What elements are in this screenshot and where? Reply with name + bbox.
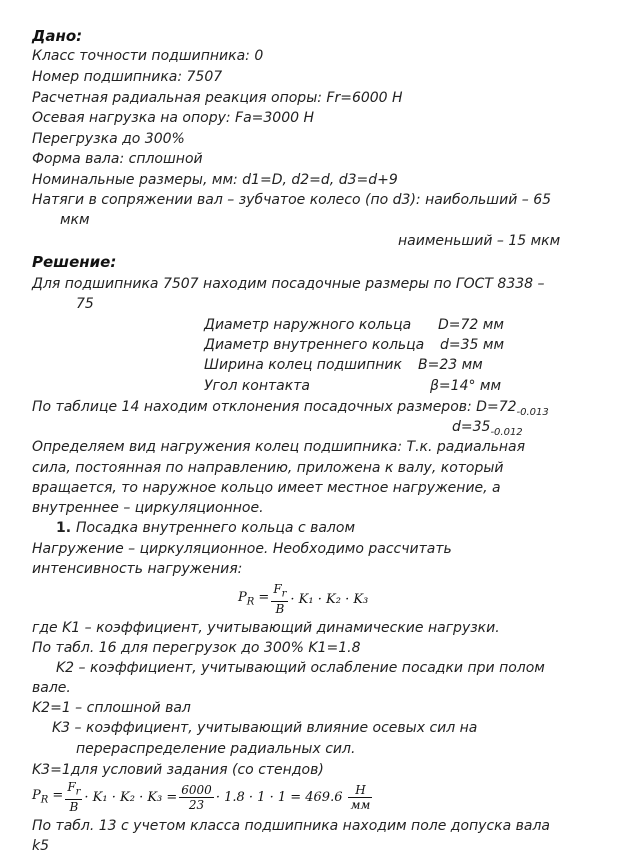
load-line1: Нагружение – циркуляционное. Необходимо рассчитать xyxy=(32,541,452,557)
dim-value-outer: D=72 мм xyxy=(438,317,504,333)
formula-intensity-computed xyxy=(32,780,374,814)
overload: Перегрузка до 300% xyxy=(32,131,185,147)
k2-desc-line1: K2 – коэффициент, учитывающий ослабление посадки при полом xyxy=(56,660,545,676)
dim-value-angle: β=14° мм xyxy=(430,378,502,394)
nominal-sizes: Номинальные размеры, мм: d1=D, d2=d, d3=d+9 xyxy=(32,172,398,188)
formula1-lhs: $P_R$ = xyxy=(238,590,270,608)
deviations-text: По таблице 14 находим отклонения посадочных размеров: D=72 xyxy=(32,399,517,415)
dim-value-inner: d=35 мм xyxy=(440,337,505,353)
load-type-line1: Определяем вид нагружения колец подшипника: Т.к. радиальная xyxy=(32,439,526,455)
dim-label-width: Ширина колец подшипник xyxy=(204,357,402,373)
formula-intensity xyxy=(238,582,368,616)
formula2-fraction1: $\frac{F_r}{B}$ xyxy=(67,780,81,815)
section1-title: Посадка внутреннего кольца с валом xyxy=(76,520,356,536)
formula2-mult: · 1.8 · 1 · 1 = 469.6 xyxy=(215,789,343,805)
final-line1: По табл. 13 с учетом класса подшипника находим поле допуска вала xyxy=(32,818,551,834)
k3-desc-line2: перераспределение радиальных сил. xyxy=(76,741,356,757)
interference-line1: Натяги в сопряжении вал – зубчатое колесо (по d3): наибольший – 65 xyxy=(32,192,552,208)
section1-num: 1. xyxy=(56,520,72,536)
shaft-form: Форма вала: сплошной xyxy=(32,151,203,167)
load-type-line3: вращается, то наружное кольцо имеет местное нагружение, а xyxy=(32,480,501,496)
k1-desc: где K1 – коэффициент, учитывающий динамические нагрузки. xyxy=(32,620,500,636)
dim-label-angle: Угол контакта xyxy=(204,378,310,394)
deviations-line xyxy=(32,399,549,421)
load-type-line2: сила, постоянная по направлению, приложена к валу, который xyxy=(32,460,504,476)
solution-heading: Решение: xyxy=(32,253,117,271)
dim-value-width: B=23 мм xyxy=(418,357,483,373)
load-line2: интенсивность нагружения: xyxy=(32,561,243,577)
formula1-fraction: $\frac{F_r}{B}$ xyxy=(273,582,287,617)
intro-line1: Для подшипника 7507 находим посадочные размеры по ГОСТ 8338 – xyxy=(32,276,545,292)
k1-value: По табл. 16 для перегрузок до 300% K1=1.8 xyxy=(32,640,361,656)
formula2-mid: · K₁ · K₂ · K₃ = xyxy=(84,789,178,805)
final-line2: k5 xyxy=(32,838,50,854)
deviation-d-line xyxy=(452,419,523,441)
dim-label-outer: Диаметр наружного кольца xyxy=(204,317,412,333)
k2-desc-line2: вале. xyxy=(32,680,71,696)
k3-value: K3=1для условий задания (со стендов) xyxy=(32,762,324,778)
radial-reaction: Расчетная радиальная реакция опоры: Fr=6000 Н xyxy=(32,90,403,106)
k3-desc-line1: K3 – коэффициент, учитывающий влияние осевых сил на xyxy=(52,720,478,736)
formula1-rhs: · K₁ · K₂ · K₃ xyxy=(290,591,369,607)
interference-line2: мкм xyxy=(60,212,90,228)
deviation-D: -0.013 xyxy=(516,406,549,418)
k2-value: K2=1 – сплошной вал xyxy=(32,700,191,716)
load-type-line4: внутреннее – циркуляционное. xyxy=(32,500,264,516)
section1-number xyxy=(56,520,71,537)
interference-min: наименьший – 15 мкм xyxy=(398,233,561,249)
formula2-unit: Н мм xyxy=(350,782,371,812)
deviation-d: -0.012 xyxy=(490,426,523,438)
bearing-number: Номер подшипника: 7507 xyxy=(32,69,223,85)
intro-line2: 75 xyxy=(76,296,94,312)
axial-load: Осевая нагрузка на опору: Fa=3000 Н xyxy=(32,110,314,126)
deviation-d-base: d=35 xyxy=(452,419,491,435)
given-heading: Дано: xyxy=(32,27,83,45)
formula2-fraction2: $\frac{6000}{23}$ xyxy=(181,782,212,812)
accuracy-class: Класс точности подшипника: 0 xyxy=(32,48,264,64)
dim-label-inner: Диаметр внутреннего кольца xyxy=(204,337,425,353)
formula2-lhs: $P_R$ = xyxy=(32,788,64,806)
